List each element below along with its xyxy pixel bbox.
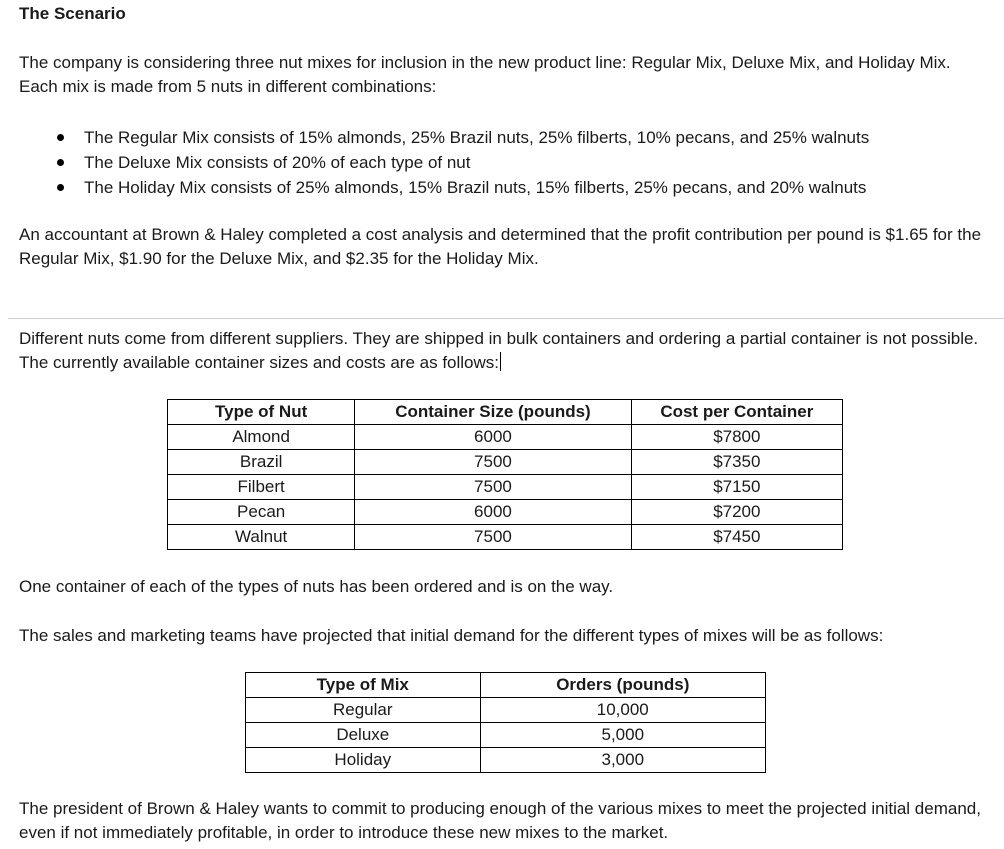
- table-row: [246, 723, 766, 748]
- bullet-text: The Regular Mix consists of 15% almonds, 25% Brazil nuts, 25% filberts, 10% pecans, and 25% walnuts: [84, 128, 870, 147]
- bullet-text: The Holiday Mix consists of 25% almonds, 15% Brazil nuts, 15% filberts, 25% pecans, and 20% walnuts: [84, 178, 867, 197]
- nut-type-cell: Almond: [168, 425, 355, 450]
- column-header: Orders (pounds): [480, 673, 765, 698]
- table-row: [168, 450, 843, 475]
- container-cost-cell: $7450: [631, 525, 842, 550]
- list-item: [0, 125, 869, 150]
- president-paragraph: The president of Brown & Haley wants to commit to producing enough of the various mixes to meet the projected initial demand, even if not immediately profitable, in order to introduce these new mixes to the market.: [19, 799, 981, 842]
- page-divider: [8, 318, 1004, 319]
- nut-type-cell: Brazil: [168, 450, 355, 475]
- table-row: [168, 525, 843, 550]
- suppliers-paragraph[interactable]: [19, 327, 994, 375]
- list-item: [0, 175, 869, 200]
- nut-type-cell: Walnut: [168, 525, 355, 550]
- column-header: Container Size (pounds): [355, 400, 631, 425]
- bullet-icon: [57, 184, 64, 191]
- bullet-text: The Deluxe Mix consists of 20% of each type of nut: [84, 153, 471, 172]
- table-row: [246, 748, 766, 773]
- table-row: [168, 475, 843, 500]
- ordered-paragraph: One container of each of the types of nuts has been ordered and is on the way.: [19, 577, 614, 596]
- container-cost-cell: $7150: [631, 475, 842, 500]
- mix-demand-table: [245, 672, 766, 773]
- orders-cell: 3,000: [480, 748, 765, 773]
- container-cost-cell: $7800: [631, 425, 842, 450]
- mix-type-cell: Holiday: [246, 748, 481, 773]
- list-item: [0, 150, 869, 175]
- orders-cell: 5,000: [480, 723, 765, 748]
- text-cursor: [500, 352, 501, 371]
- nut-type-cell: Pecan: [168, 500, 355, 525]
- nut-container-table: [167, 399, 843, 550]
- suppliers-text: Different nuts come from different suppliers. They are shipped in bulk containers and ordering a partial container is not possible. The currently available container sizes and costs are as follows:: [19, 329, 979, 372]
- table-header-row: [246, 673, 766, 698]
- container-size-cell: 7500: [355, 525, 631, 550]
- nut-type-cell: Filbert: [168, 475, 355, 500]
- container-cost-cell: $7350: [631, 450, 842, 475]
- container-cost-cell: $7200: [631, 500, 842, 525]
- sales-paragraph: The sales and marketing teams have projected that initial demand for the different types of mixes will be as follows:: [19, 626, 884, 645]
- mix-type-cell: Deluxe: [246, 723, 481, 748]
- table-row: [168, 425, 843, 450]
- table-row: [168, 500, 843, 525]
- column-header: Type of Nut: [168, 400, 355, 425]
- table-row: [246, 698, 766, 723]
- intro-paragraph: The company is considering three nut mixes for inclusion in the new product line: Regular Mix, Deluxe Mix, and Holiday Mix. Each mix is made from 5 nuts in different combinations:: [19, 53, 951, 96]
- column-header: Type of Mix: [246, 673, 481, 698]
- bullet-icon: [57, 159, 64, 166]
- container-size-cell: 6000: [355, 425, 631, 450]
- table-header-row: [168, 400, 843, 425]
- column-header: Cost per Container: [631, 400, 842, 425]
- container-size-cell: 7500: [355, 475, 631, 500]
- bullet-icon: [57, 134, 64, 141]
- accountant-paragraph: An accountant at Brown & Haley completed a cost analysis and determined that the profit contribution per pound is $1.65 for the Regular Mix, $1.90 for the Deluxe Mix, and $2.35 for the Holiday Mix.: [19, 225, 982, 268]
- mix-composition-list: [0, 125, 869, 200]
- orders-cell: 10,000: [480, 698, 765, 723]
- container-size-cell: 6000: [355, 500, 631, 525]
- mix-type-cell: Regular: [246, 698, 481, 723]
- document-heading: The Scenario: [19, 4, 126, 23]
- container-size-cell: 7500: [355, 450, 631, 475]
